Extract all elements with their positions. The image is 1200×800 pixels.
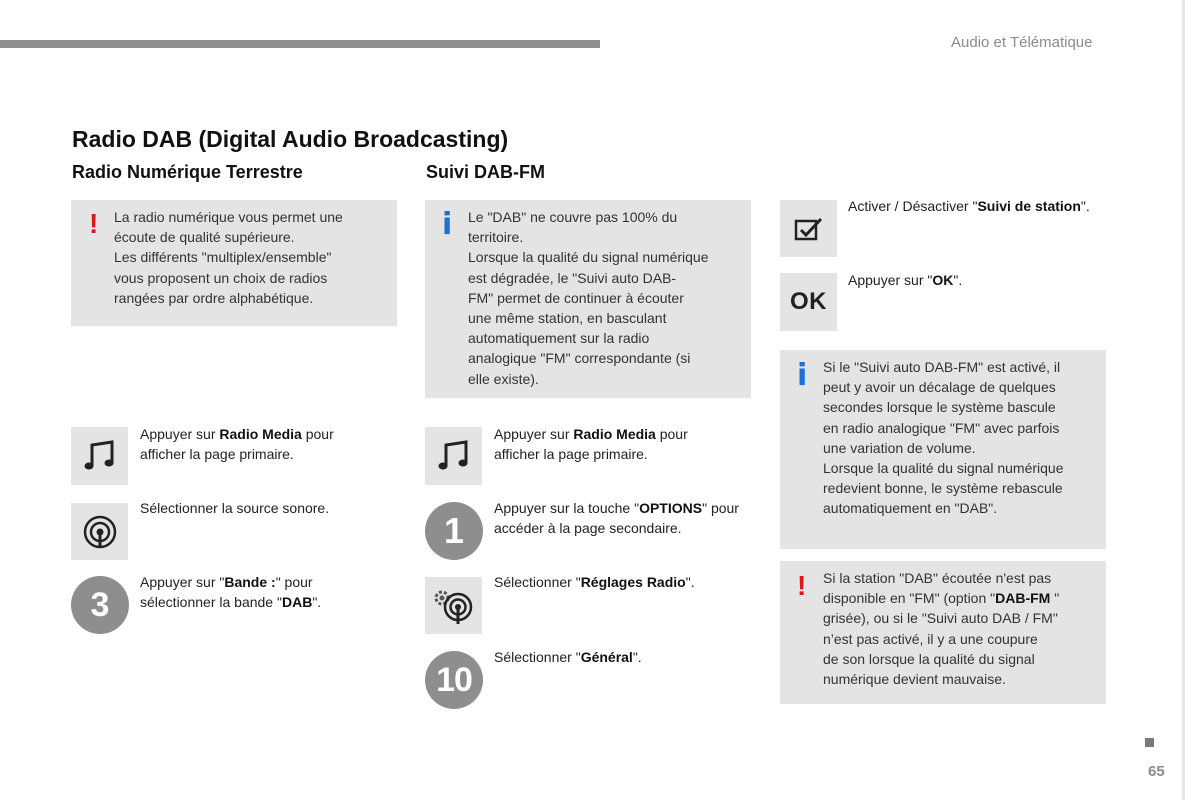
music-note-icon-tile <box>71 427 128 485</box>
info-text: Si le "Suivi auto DAB-FM" est activé, il peut y avoir un décalage de quelques secondes lorsque le système bascule en radio analogique "FM" avec parfois une variation de volume. Lorsque la qualité du signal numérique redevient bonne, le système rebascule automatiquement en "DAB". <box>823 359 1064 517</box>
subtitle-radio-numerique: Radio Numérique Terrestre <box>72 162 303 182</box>
broadcast-icon <box>82 514 118 550</box>
info-text: Le "DAB" ne couvre pas 100% du territoire. Lorsque la qualité du signal numérique est dégradée, le "Suivi auto DAB- FM" permet de continuer à écouter une même station, en basculant automatiquement sur la radio analogique "FM" correspondante (si elle existe). <box>468 209 709 387</box>
music-note-icon <box>436 439 472 473</box>
step-badge-3: 3 <box>71 576 129 634</box>
music-note-icon <box>82 439 118 473</box>
step-suivi-station: Activer / Désactiver "Suivi de station". <box>848 198 1090 214</box>
warning-text: Si la station "DAB" écoutée n'est pas disponible en "FM" (option "DAB-FM " grisée), ou si le "Suivi auto DAB / FM" n’est pas activé, il y a une coupure de son lorsque la qualité du signal numérique devient mauvaise. <box>823 570 1060 688</box>
checkbox-icon-tile <box>780 200 837 257</box>
ok-icon: OK <box>790 288 827 315</box>
warning-text: La radio numérique vous permet une écoute de qualité supérieure. Les différents "multiplex/ensemble" vous proposent un choix de radios rangées par ordre alphabétique. <box>114 209 343 306</box>
step-reglages-radio: Sélectionner "Réglages Radio". <box>494 574 695 590</box>
music-note-icon-tile <box>425 427 482 485</box>
step-badge-1: 1 <box>425 502 483 560</box>
warning-box-dab <box>71 200 397 326</box>
step-ok: Appuyer sur "OK". <box>848 272 963 288</box>
page-edge-bar <box>1182 0 1185 800</box>
step-badge-10: 10 <box>425 651 483 709</box>
info-icon: i <box>442 207 453 242</box>
step-bande-dab: Appuyer sur "Bande :" pour sélectionner la bande "DAB". <box>140 574 322 611</box>
section-title: Audio et Télématique <box>951 34 1093 51</box>
step-radio-media-1: Appuyer sur Radio Media pour afficher la page primaire. <box>140 426 334 463</box>
step-general: Sélectionner "Général". <box>494 649 642 665</box>
info-box-dab-coverage <box>425 200 751 398</box>
info-icon: i <box>797 358 808 393</box>
step-radio-media-2: Appuyer sur Radio Media pour afficher la page primaire. <box>494 426 688 463</box>
checkbox-checked-icon <box>794 216 824 242</box>
step-options: Appuyer sur la touche "OPTIONS" pour accéder à la page secondaire. <box>494 500 739 537</box>
page-number: 65 <box>1148 763 1165 780</box>
warning-icon: ! <box>797 570 807 601</box>
subtitle-suivi-dab-fm: Suivi DAB-FM <box>426 162 545 182</box>
warning-box-coupure <box>780 561 1106 704</box>
end-marker <box>1145 738 1154 747</box>
header-bar <box>0 40 600 48</box>
step-select-source: Sélectionner la source sonore. <box>140 500 330 516</box>
page-title: Radio DAB (Digital Audio Broadcasting) <box>72 126 509 152</box>
radio-source-icon-tile <box>71 503 128 560</box>
radio-settings-icon <box>432 587 476 625</box>
ok-button-tile <box>780 273 837 331</box>
warning-icon: ! <box>89 208 99 239</box>
radio-settings-icon-tile <box>425 577 482 634</box>
info-box-suivi-auto <box>780 350 1106 549</box>
